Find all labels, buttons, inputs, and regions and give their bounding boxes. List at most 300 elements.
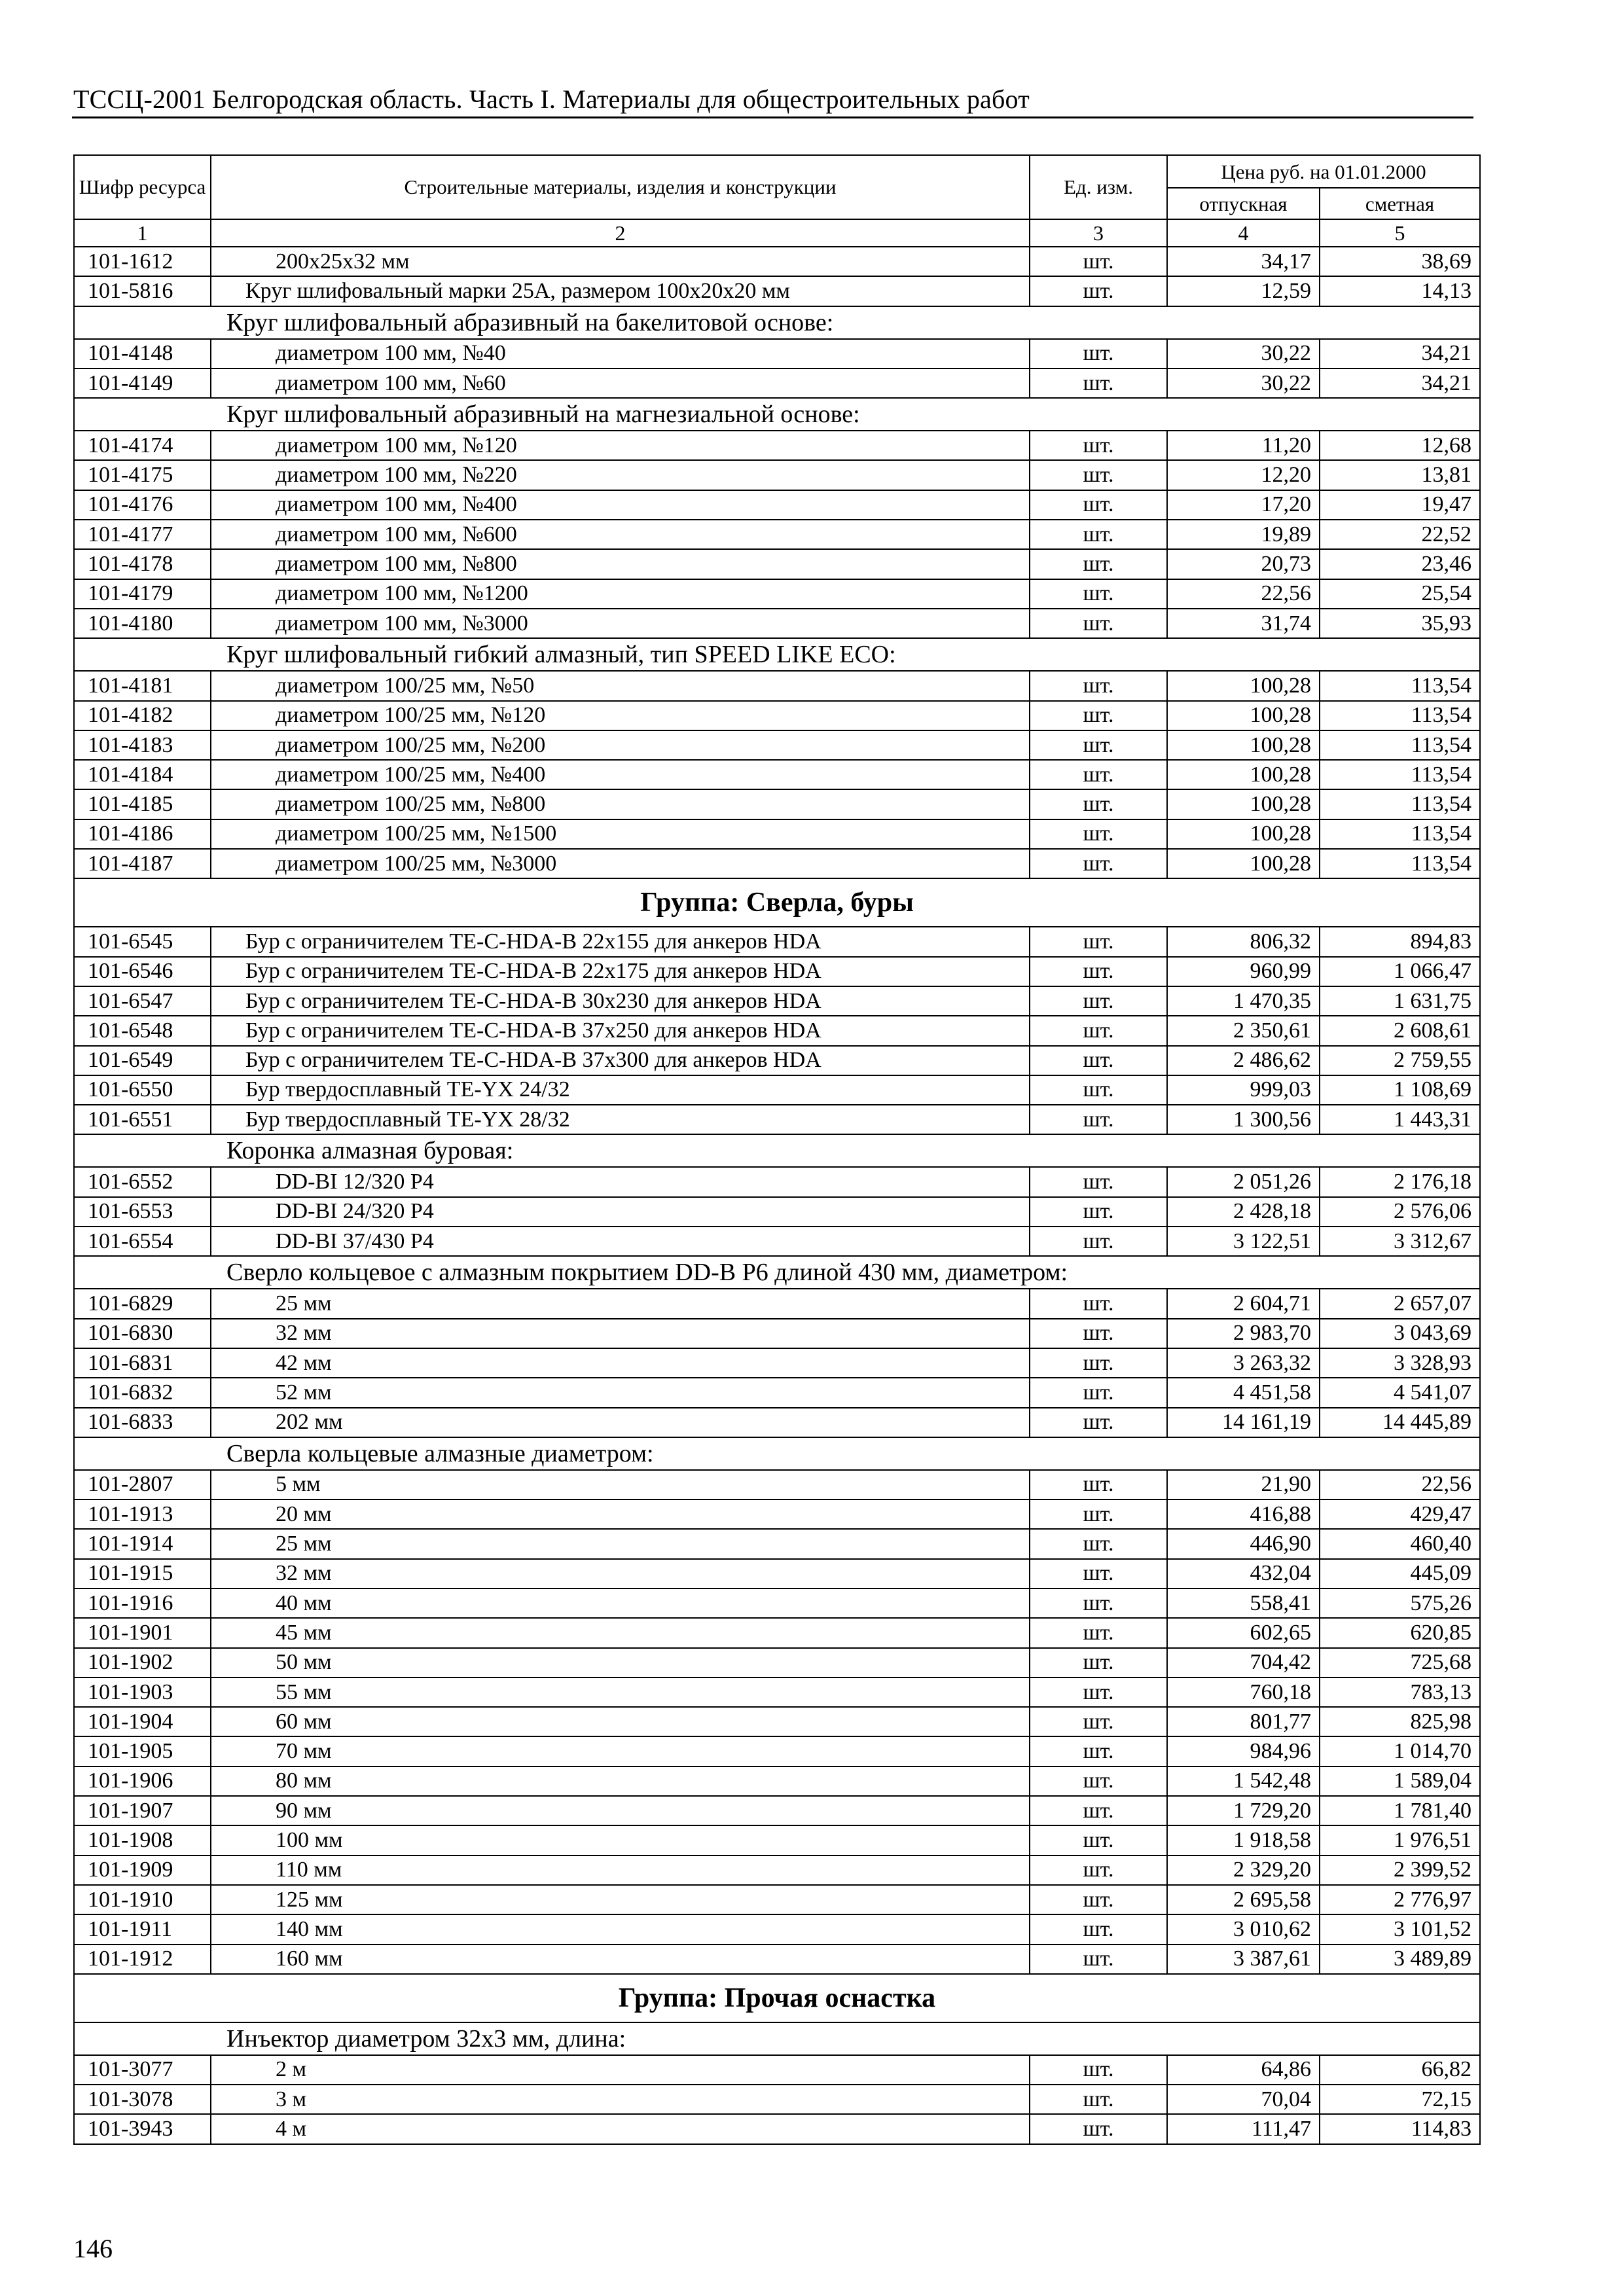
unit: шт. <box>1030 247 1167 276</box>
resource-code: 101-6550 <box>74 1075 211 1105</box>
release-price: 19,89 <box>1167 520 1320 549</box>
unit: шт. <box>1030 1529 1167 1558</box>
unit: шт. <box>1030 1319 1167 1348</box>
group-heading-row <box>74 878 1480 927</box>
resource-code: 101-1905 <box>74 1736 211 1766</box>
resource-code: 101-1913 <box>74 1499 211 1529</box>
release-price: 432,04 <box>1167 1559 1320 1588</box>
resource-name: DD-BI 24/320 P4 <box>211 1197 1030 1227</box>
category-heading-row <box>74 2022 1480 2055</box>
estimate-price: 2 176,18 <box>1320 1167 1480 1196</box>
resource-name: Бур с ограничителем TE-C-HDA-B 37х250 для анкеров HDA <box>211 1016 1030 1045</box>
resource-code: 101-4186 <box>74 819 211 849</box>
release-price: 602,65 <box>1167 1618 1320 1647</box>
resource-code: 101-3943 <box>74 2114 211 2144</box>
estimate-price: 620,85 <box>1320 1618 1480 1647</box>
resource-name: 202 мм <box>211 1408 1030 1437</box>
estimate-price: 429,47 <box>1320 1499 1480 1529</box>
estimate-price: 445,09 <box>1320 1559 1480 1588</box>
resource-code: 101-4174 <box>74 431 211 460</box>
table-row <box>74 549 1480 579</box>
release-price: 70,04 <box>1167 2085 1320 2114</box>
release-price: 21,90 <box>1167 1470 1320 1499</box>
resource-name: диаметром 100/25 мм, №400 <box>211 760 1030 789</box>
unit: шт. <box>1030 1559 1167 1588</box>
release-price: 111,47 <box>1167 2114 1320 2144</box>
release-price: 30,22 <box>1167 368 1320 398</box>
header-rule <box>72 117 1473 118</box>
resource-name: Бур с ограничителем TE-C-HDA-B 22х155 для анкеров HDA <box>211 927 1030 956</box>
table-row <box>74 730 1480 760</box>
resource-code: 101-4187 <box>74 849 211 878</box>
resource-code: 101-4180 <box>74 609 211 638</box>
table-row <box>74 609 1480 638</box>
unit: шт. <box>1030 368 1167 398</box>
estimate-price: 725,68 <box>1320 1648 1480 1677</box>
column-header-price-group: Цена руб. на 01.01.2000 <box>1167 155 1480 188</box>
table-row <box>74 849 1480 878</box>
unit: шт. <box>1030 957 1167 986</box>
unit: шт. <box>1030 1499 1167 1529</box>
unit: шт. <box>1030 1914 1167 1944</box>
release-price: 416,88 <box>1167 1499 1320 1529</box>
release-price: 2 329,20 <box>1167 1856 1320 1885</box>
resource-code: 101-1914 <box>74 1529 211 1558</box>
unit: шт. <box>1030 1648 1167 1677</box>
resource-name: 3 м <box>211 2085 1030 2114</box>
unit: шт. <box>1030 1348 1167 1378</box>
estimate-price: 2 759,55 <box>1320 1046 1480 1075</box>
resource-name: Бур с ограничителем TE-C-HDA-B 22х175 для анкеров HDA <box>211 957 1030 986</box>
estimate-price: 113,54 <box>1320 819 1480 849</box>
resource-name: 80 мм <box>211 1767 1030 1796</box>
resource-name: диаметром 100/25 мм, №1500 <box>211 819 1030 849</box>
unit: шт. <box>1030 1767 1167 1796</box>
release-price: 100,28 <box>1167 760 1320 789</box>
resource-name: 4 м <box>211 2114 1030 2144</box>
resource-code: 101-1916 <box>74 1588 211 1618</box>
resource-name: диаметром 100/25 мм, №120 <box>211 701 1030 730</box>
estimate-price: 113,54 <box>1320 730 1480 760</box>
resource-code: 101-6546 <box>74 957 211 986</box>
resource-code: 101-6832 <box>74 1378 211 1407</box>
resource-code: 101-6554 <box>74 1227 211 1256</box>
unit: шт. <box>1030 549 1167 579</box>
resource-name: 25 мм <box>211 1529 1030 1558</box>
resource-code: 101-1908 <box>74 1825 211 1855</box>
unit: шт. <box>1030 819 1167 849</box>
release-price: 2 486,62 <box>1167 1046 1320 1075</box>
release-price: 12,59 <box>1167 276 1320 306</box>
estimate-price: 3 328,93 <box>1320 1348 1480 1378</box>
table-row <box>74 1825 1480 1855</box>
resource-code: 101-4149 <box>74 368 211 398</box>
column-header-unit: Ед. изм. <box>1030 155 1167 219</box>
resource-name: 5 мм <box>211 1470 1030 1499</box>
estimate-price: 1 976,51 <box>1320 1825 1480 1855</box>
resource-name: Круг шлифовальный марки 25А, размером 100х20х20 мм <box>211 276 1030 306</box>
unit: шт. <box>1030 579 1167 609</box>
estimate-price: 19,47 <box>1320 490 1480 520</box>
table-row <box>74 1105 1480 1134</box>
estimate-price: 25,54 <box>1320 579 1480 609</box>
group-heading: Группа: Сверла, буры <box>74 878 1480 927</box>
estimate-price: 2 608,61 <box>1320 1016 1480 1045</box>
unit: шт. <box>1030 701 1167 730</box>
resource-code: 101-6551 <box>74 1105 211 1134</box>
table-row <box>74 1016 1480 1045</box>
table-row <box>74 1856 1480 1885</box>
resource-code: 101-3077 <box>74 2055 211 2085</box>
release-price: 2 051,26 <box>1167 1167 1320 1196</box>
category-heading: Сверло кольцевое с алмазным покрытием DD-B P6 длиной 430 мм, диаметром: <box>74 1256 1480 1289</box>
release-price: 2 428,18 <box>1167 1197 1320 1227</box>
resource-code: 101-4183 <box>74 730 211 760</box>
resource-name: 140 мм <box>211 1914 1030 1944</box>
table-row <box>74 1046 1480 1075</box>
resource-code: 101-2807 <box>74 1470 211 1499</box>
release-price: 100,28 <box>1167 819 1320 849</box>
table-row <box>74 368 1480 398</box>
estimate-price: 575,26 <box>1320 1588 1480 1618</box>
table-row <box>74 1075 1480 1105</box>
table-row <box>74 927 1480 956</box>
resource-code: 101-6829 <box>74 1289 211 1318</box>
estimate-price: 113,54 <box>1320 760 1480 789</box>
release-price: 984,96 <box>1167 1736 1320 1766</box>
release-price: 17,20 <box>1167 490 1320 520</box>
category-heading-row <box>74 306 1480 339</box>
resource-code: 101-4175 <box>74 460 211 490</box>
category-heading-row <box>74 1134 1480 1167</box>
table-row <box>74 701 1480 730</box>
resource-code: 101-5816 <box>74 276 211 306</box>
unit: шт. <box>1030 1885 1167 1914</box>
resource-code: 101-1910 <box>74 1885 211 1914</box>
resource-code: 101-1911 <box>74 1914 211 1944</box>
release-price: 4 451,58 <box>1167 1378 1320 1407</box>
unit: шт. <box>1030 1707 1167 1736</box>
release-price: 3 263,32 <box>1167 1348 1320 1378</box>
estimate-price: 14 445,89 <box>1320 1408 1480 1437</box>
estimate-price: 72,15 <box>1320 2085 1480 2114</box>
estimate-price: 3 312,67 <box>1320 1227 1480 1256</box>
category-heading-row <box>74 1256 1480 1289</box>
resource-name: 2 м <box>211 2055 1030 2085</box>
resource-name: 125 мм <box>211 1885 1030 1914</box>
table-row <box>74 490 1480 520</box>
estimate-price: 2 776,97 <box>1320 1885 1480 1914</box>
table-row <box>74 276 1480 306</box>
category-heading: Круг шлифовальный абразивный на бакелитовой основе: <box>74 306 1480 339</box>
table-body <box>74 247 1480 2144</box>
estimate-price: 825,98 <box>1320 1707 1480 1736</box>
resource-code: 101-1912 <box>74 1945 211 1974</box>
resource-code: 101-4178 <box>74 549 211 579</box>
resource-code: 101-4177 <box>74 520 211 549</box>
release-price: 1 542,48 <box>1167 1767 1320 1796</box>
release-price: 1 729,20 <box>1167 1796 1320 1825</box>
resource-code: 101-4179 <box>74 579 211 609</box>
resource-code: 101-6547 <box>74 986 211 1016</box>
resource-name: 160 мм <box>211 1945 1030 1974</box>
table-row <box>74 819 1480 849</box>
resource-name: DD-BI 12/320 P4 <box>211 1167 1030 1196</box>
table-row <box>74 1197 1480 1227</box>
unit: шт. <box>1030 1470 1167 1499</box>
table-row <box>74 1588 1480 1618</box>
resource-code: 101-6830 <box>74 1319 211 1348</box>
estimate-price: 1 108,69 <box>1320 1075 1480 1105</box>
table-row <box>74 1559 1480 1588</box>
estimate-price: 113,54 <box>1320 789 1480 819</box>
release-price: 22,56 <box>1167 579 1320 609</box>
estimate-price: 66,82 <box>1320 2055 1480 2085</box>
table-row <box>74 957 1480 986</box>
resource-name: диаметром 100/25 мм, №800 <box>211 789 1030 819</box>
resource-code: 101-6549 <box>74 1046 211 1075</box>
release-price: 2 604,71 <box>1167 1289 1320 1318</box>
release-price: 64,86 <box>1167 2055 1320 2085</box>
table-row <box>74 1227 1480 1256</box>
estimate-price: 34,21 <box>1320 339 1480 368</box>
resource-name: Бур с ограничителем TE-C-HDA-B 30х230 для анкеров HDA <box>211 986 1030 1016</box>
resource-code: 101-1612 <box>74 247 211 276</box>
page-number: 146 <box>73 2234 113 2263</box>
release-price: 3 010,62 <box>1167 1914 1320 1944</box>
table-row <box>74 1167 1480 1196</box>
estimate-price: 113,54 <box>1320 701 1480 730</box>
release-price: 3 387,61 <box>1167 1945 1320 1974</box>
resource-name: 32 мм <box>211 1559 1030 1588</box>
estimate-price: 34,21 <box>1320 368 1480 398</box>
column-header-estimate-price: сметная <box>1320 188 1480 219</box>
estimate-price: 22,56 <box>1320 1470 1480 1499</box>
resource-name: диаметром 100/25 мм, №50 <box>211 671 1030 700</box>
unit: шт. <box>1030 789 1167 819</box>
unit: шт. <box>1030 1167 1167 1196</box>
release-price: 704,42 <box>1167 1648 1320 1677</box>
unit: шт. <box>1030 1677 1167 1707</box>
column-number: 5 <box>1320 219 1480 247</box>
resource-code: 101-4182 <box>74 701 211 730</box>
resource-name: 40 мм <box>211 1588 1030 1618</box>
estimate-price: 113,54 <box>1320 671 1480 700</box>
unit: шт. <box>1030 760 1167 789</box>
column-number: 1 <box>74 219 211 247</box>
estimate-price: 12,68 <box>1320 431 1480 460</box>
category-heading: Коронка алмазная буровая: <box>74 1134 1480 1167</box>
resource-name: диаметром 100/25 мм, №3000 <box>211 849 1030 878</box>
resource-code: 101-4185 <box>74 789 211 819</box>
resource-code: 101-1904 <box>74 1707 211 1736</box>
unit: шт. <box>1030 2055 1167 2085</box>
estimate-price: 3 489,89 <box>1320 1945 1480 1974</box>
release-price: 30,22 <box>1167 339 1320 368</box>
table-row <box>74 1945 1480 1974</box>
release-price: 2 350,61 <box>1167 1016 1320 1045</box>
resource-name: диаметром 100 мм, №600 <box>211 520 1030 549</box>
resource-name: диаметром 100/25 мм, №200 <box>211 730 1030 760</box>
release-price: 31,74 <box>1167 609 1320 638</box>
table-row <box>74 1677 1480 1707</box>
release-price: 20,73 <box>1167 549 1320 579</box>
unit: шт. <box>1030 1945 1167 1974</box>
table-row <box>74 2085 1480 2114</box>
unit: шт. <box>1030 1075 1167 1105</box>
release-price: 100,28 <box>1167 849 1320 878</box>
release-price: 14 161,19 <box>1167 1408 1320 1437</box>
table-row <box>74 1796 1480 1825</box>
release-price: 3 122,51 <box>1167 1227 1320 1256</box>
resource-code: 101-1906 <box>74 1767 211 1796</box>
resource-name: DD-BI 37/430 P4 <box>211 1227 1030 1256</box>
release-price: 760,18 <box>1167 1677 1320 1707</box>
estimate-price: 38,69 <box>1320 247 1480 276</box>
table-row <box>74 1736 1480 1766</box>
resource-name: 20 мм <box>211 1499 1030 1529</box>
resource-name: Бур твердосплавный TE-YX 24/32 <box>211 1075 1030 1105</box>
unit: шт. <box>1030 276 1167 306</box>
release-price: 2 983,70 <box>1167 1319 1320 1348</box>
release-price: 1 300,56 <box>1167 1105 1320 1134</box>
resource-name: диаметром 100 мм, №800 <box>211 549 1030 579</box>
category-heading: Круг шлифовальный абразивный на магнезиальной основе: <box>74 398 1480 431</box>
unit: шт. <box>1030 339 1167 368</box>
estimate-price: 783,13 <box>1320 1677 1480 1707</box>
resource-name: Бур с ограничителем TE-C-HDA-B 37х300 для анкеров HDA <box>211 1046 1030 1075</box>
table-row <box>74 1885 1480 1914</box>
unit: шт. <box>1030 1197 1167 1227</box>
estimate-price: 13,81 <box>1320 460 1480 490</box>
column-header-name: Строительные материалы, изделия и конструкции <box>211 155 1030 219</box>
resource-name: 100 мм <box>211 1825 1030 1855</box>
table-row <box>74 1499 1480 1529</box>
table-row <box>74 520 1480 549</box>
unit: шт. <box>1030 1736 1167 1766</box>
release-price: 446,90 <box>1167 1529 1320 1558</box>
resource-code: 101-4184 <box>74 760 211 789</box>
unit: шт. <box>1030 609 1167 638</box>
resource-code: 101-4148 <box>74 339 211 368</box>
estimate-price: 14,13 <box>1320 276 1480 306</box>
release-price: 100,28 <box>1167 671 1320 700</box>
table-row <box>74 1707 1480 1736</box>
table-row <box>74 789 1480 819</box>
estimate-price: 2 576,06 <box>1320 1197 1480 1227</box>
table-row <box>74 2055 1480 2085</box>
release-price: 2 695,58 <box>1167 1885 1320 1914</box>
table-row <box>74 1914 1480 1944</box>
unit: шт. <box>1030 1105 1167 1134</box>
resource-name: диаметром 100 мм, №220 <box>211 460 1030 490</box>
category-heading: Инъектор диаметром 32х3 мм, длина: <box>74 2022 1480 2055</box>
release-price: 1 918,58 <box>1167 1825 1320 1855</box>
table-row <box>74 431 1480 460</box>
unit: шт. <box>1030 1856 1167 1885</box>
unit: шт. <box>1030 1289 1167 1318</box>
release-price: 806,32 <box>1167 927 1320 956</box>
resource-name: 55 мм <box>211 1677 1030 1707</box>
unit: шт. <box>1030 1796 1167 1825</box>
estimate-price: 3 101,52 <box>1320 1914 1480 1944</box>
estimate-price: 1 589,04 <box>1320 1767 1480 1796</box>
table-row <box>74 1378 1480 1407</box>
table-row <box>74 1648 1480 1677</box>
release-price: 12,20 <box>1167 460 1320 490</box>
column-number: 4 <box>1167 219 1320 247</box>
release-price: 100,28 <box>1167 701 1320 730</box>
resource-code: 101-4176 <box>74 490 211 520</box>
estimate-price: 35,93 <box>1320 609 1480 638</box>
column-number: 3 <box>1030 219 1167 247</box>
unit: шт. <box>1030 849 1167 878</box>
estimate-price: 114,83 <box>1320 2114 1480 2144</box>
unit: шт. <box>1030 1825 1167 1855</box>
resource-name: диаметром 100 мм, №400 <box>211 490 1030 520</box>
estimate-price: 1 631,75 <box>1320 986 1480 1016</box>
category-heading: Сверла кольцевые алмазные диаметром: <box>74 1437 1480 1470</box>
estimate-price: 1 781,40 <box>1320 1796 1480 1825</box>
unit: шт. <box>1030 1227 1167 1256</box>
table-row <box>74 671 1480 700</box>
resource-name: 42 мм <box>211 1348 1030 1378</box>
resource-name: диаметром 100 мм, №1200 <box>211 579 1030 609</box>
resource-code: 101-6552 <box>74 1167 211 1196</box>
release-price: 34,17 <box>1167 247 1320 276</box>
table-row <box>74 1289 1480 1318</box>
resource-name: диаметром 100 мм, №3000 <box>211 609 1030 638</box>
table-row <box>74 2114 1480 2144</box>
release-price: 100,28 <box>1167 789 1320 819</box>
unit: шт. <box>1030 2114 1167 2144</box>
estimate-price: 113,54 <box>1320 849 1480 878</box>
unit: шт. <box>1030 1408 1167 1437</box>
unit: шт. <box>1030 520 1167 549</box>
resource-name: 60 мм <box>211 1707 1030 1736</box>
resource-name: 45 мм <box>211 1618 1030 1647</box>
resource-name: 90 мм <box>211 1796 1030 1825</box>
estimate-price: 894,83 <box>1320 927 1480 956</box>
table-row <box>74 986 1480 1016</box>
unit: шт. <box>1030 1618 1167 1647</box>
resource-code: 101-1915 <box>74 1559 211 1588</box>
estimate-price: 2 657,07 <box>1320 1289 1480 1318</box>
resource-name: 110 мм <box>211 1856 1030 1885</box>
resource-code: 101-1907 <box>74 1796 211 1825</box>
estimate-price: 22,52 <box>1320 520 1480 549</box>
table-row <box>74 1470 1480 1499</box>
unit: шт. <box>1030 986 1167 1016</box>
category-heading-row <box>74 398 1480 431</box>
resource-name: диаметром 100 мм, №120 <box>211 431 1030 460</box>
unit: шт. <box>1030 927 1167 956</box>
resource-code: 101-1901 <box>74 1618 211 1647</box>
unit: шт. <box>1030 1016 1167 1045</box>
resource-name: 25 мм <box>211 1289 1030 1318</box>
table-row <box>74 760 1480 789</box>
column-header-release-price: отпускная <box>1167 188 1320 219</box>
estimate-price: 460,40 <box>1320 1529 1480 1558</box>
estimate-price: 4 541,07 <box>1320 1378 1480 1407</box>
resource-code: 101-1909 <box>74 1856 211 1885</box>
resource-name: 32 мм <box>211 1319 1030 1348</box>
category-heading-row <box>74 638 1480 671</box>
group-heading-row <box>74 1974 1480 2022</box>
resource-name: Бур твердосплавный TE-YX 28/32 <box>211 1105 1030 1134</box>
release-price: 11,20 <box>1167 431 1320 460</box>
resource-code: 101-4181 <box>74 671 211 700</box>
